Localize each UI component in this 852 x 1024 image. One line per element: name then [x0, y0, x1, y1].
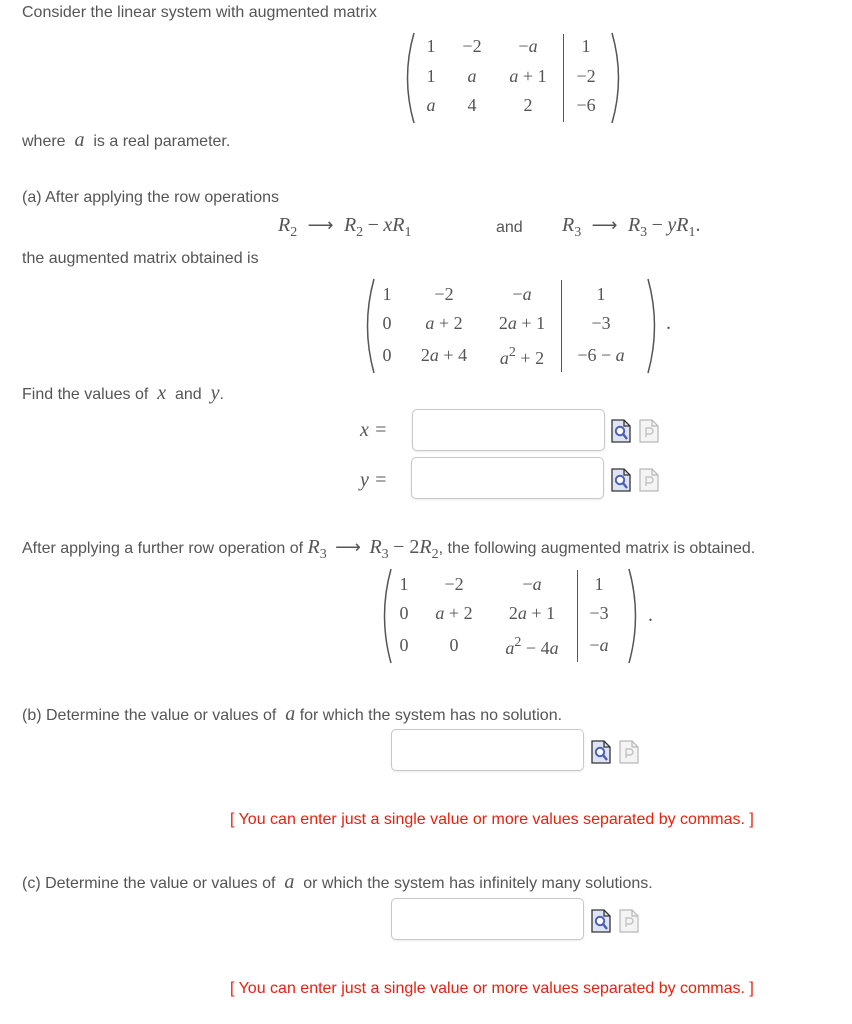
m2-r2c2: a + 2 — [425, 313, 463, 333]
row-op-r2: $R_2$ ⟶ $R_2 - xR_1$ — [278, 214, 412, 240]
m1-r1c3: −a — [518, 36, 538, 56]
param-a: a — [74, 129, 85, 151]
m3-r1c1: 1 — [399, 574, 409, 594]
m3-r2c1: 0 — [399, 603, 409, 623]
m2-r3c1: 0 — [382, 345, 392, 365]
further-op-text: After applying a further row operation of $R_3$ ⟶ $R_3 - 2R_2$, the following augmented matrix is obtained. — [22, 536, 756, 562]
m2-r2c3: 2a + 1 — [498, 313, 546, 333]
m1-r2c3: a + 1 — [509, 66, 547, 86]
right-paren — [646, 278, 662, 374]
m2-r1c1: 1 — [382, 284, 392, 304]
m2-r2c4: −3 — [591, 313, 611, 333]
m1-r2c1: 1 — [426, 66, 436, 86]
y-label: y = — [360, 469, 388, 491]
m1-r3c2: 4 — [467, 95, 477, 115]
preview-icon[interactable] — [591, 740, 611, 764]
matrix2-period: . — [666, 312, 671, 334]
paste-icon[interactable] — [639, 419, 659, 443]
part-b-text: (b) Determine the value or values of a for which the system has no solution. — [22, 703, 563, 725]
augmented-matrix-3 — [377, 568, 643, 664]
preview-icon[interactable] — [591, 909, 611, 933]
infinite-solutions-input[interactable] — [391, 898, 584, 940]
y-input[interactable] — [411, 457, 604, 499]
augmented-matrix-1 — [400, 32, 626, 124]
m2-r1c2: −2 — [434, 284, 454, 304]
left-paren — [400, 32, 416, 124]
m2-r3c3: $a^2 + 2$ — [499, 345, 545, 368]
m3-r3c2: 0 — [449, 635, 459, 655]
m2-r3c2: 2a + 4 — [420, 345, 468, 365]
and-text: and — [496, 219, 523, 236]
matrix3-period: . — [648, 604, 653, 626]
right-paren — [627, 568, 643, 664]
paste-icon[interactable] — [619, 740, 639, 764]
m1-r3c1: a — [426, 95, 436, 115]
m3-r2c3: 2a + 1 — [508, 603, 556, 623]
m1-r1c2: −2 — [462, 36, 482, 56]
m2-r2c1: 0 — [382, 313, 392, 333]
paste-icon[interactable] — [619, 909, 639, 933]
augment-bar — [561, 280, 562, 372]
obtained-text: the augmented matrix obtained is — [22, 250, 259, 267]
x-label: x = — [360, 419, 388, 441]
left-paren — [360, 278, 376, 374]
m3-r3c4: −a — [589, 635, 609, 655]
m3-r3c1: 0 — [399, 635, 409, 655]
augment-bar — [563, 34, 564, 122]
m1-r2c4: −2 — [576, 66, 596, 86]
intro-text: Consider the linear system with augmented matrix — [22, 4, 377, 21]
x-input[interactable] — [412, 409, 605, 451]
m1-r3c3: 2 — [523, 95, 533, 115]
preview-icon[interactable] — [611, 419, 631, 443]
m3-r2c2: a + 2 — [435, 603, 473, 623]
find-xy-text: Find the values of x and y. — [22, 382, 224, 404]
m3-r3c3: $a^2 - 4a$ — [505, 635, 559, 658]
m1-r1c1: 1 — [426, 36, 436, 56]
hint-text: [ You can enter just a single value or more values separated by commas. ] — [230, 811, 754, 828]
part-c-text: (c) Determine the value or values of a or which the system has infinitely many solutions. — [22, 871, 653, 893]
m3-r1c3: −a — [522, 574, 542, 594]
no-solution-input[interactable] — [391, 729, 584, 771]
left-paren — [377, 568, 393, 664]
hint-text: [ You can enter just a single value or more values separated by commas. ] — [230, 980, 754, 997]
m3-r1c4: 1 — [594, 574, 604, 594]
preview-icon[interactable] — [611, 468, 631, 492]
m2-r1c3: −a — [512, 284, 532, 304]
row-op-r3: $R_3$ ⟶ $R_3 - yR_1$. — [562, 214, 701, 240]
augmented-matrix-2 — [360, 278, 662, 374]
augment-bar — [577, 570, 578, 662]
m1-r1c4: 1 — [581, 36, 591, 56]
m2-r3c4: −6 − a — [577, 345, 625, 365]
paste-icon[interactable] — [639, 468, 659, 492]
m2-r1c4: 1 — [596, 284, 606, 304]
m1-r2c2: a — [467, 66, 477, 86]
right-paren — [610, 32, 626, 124]
m1-r3c4: −6 — [576, 95, 596, 115]
m3-r1c2: −2 — [444, 574, 464, 594]
where-line: where a is a real parameter. — [22, 129, 231, 151]
part-a-intro: (a) After applying the row operations — [22, 189, 280, 206]
m3-r2c4: −3 — [589, 603, 609, 623]
